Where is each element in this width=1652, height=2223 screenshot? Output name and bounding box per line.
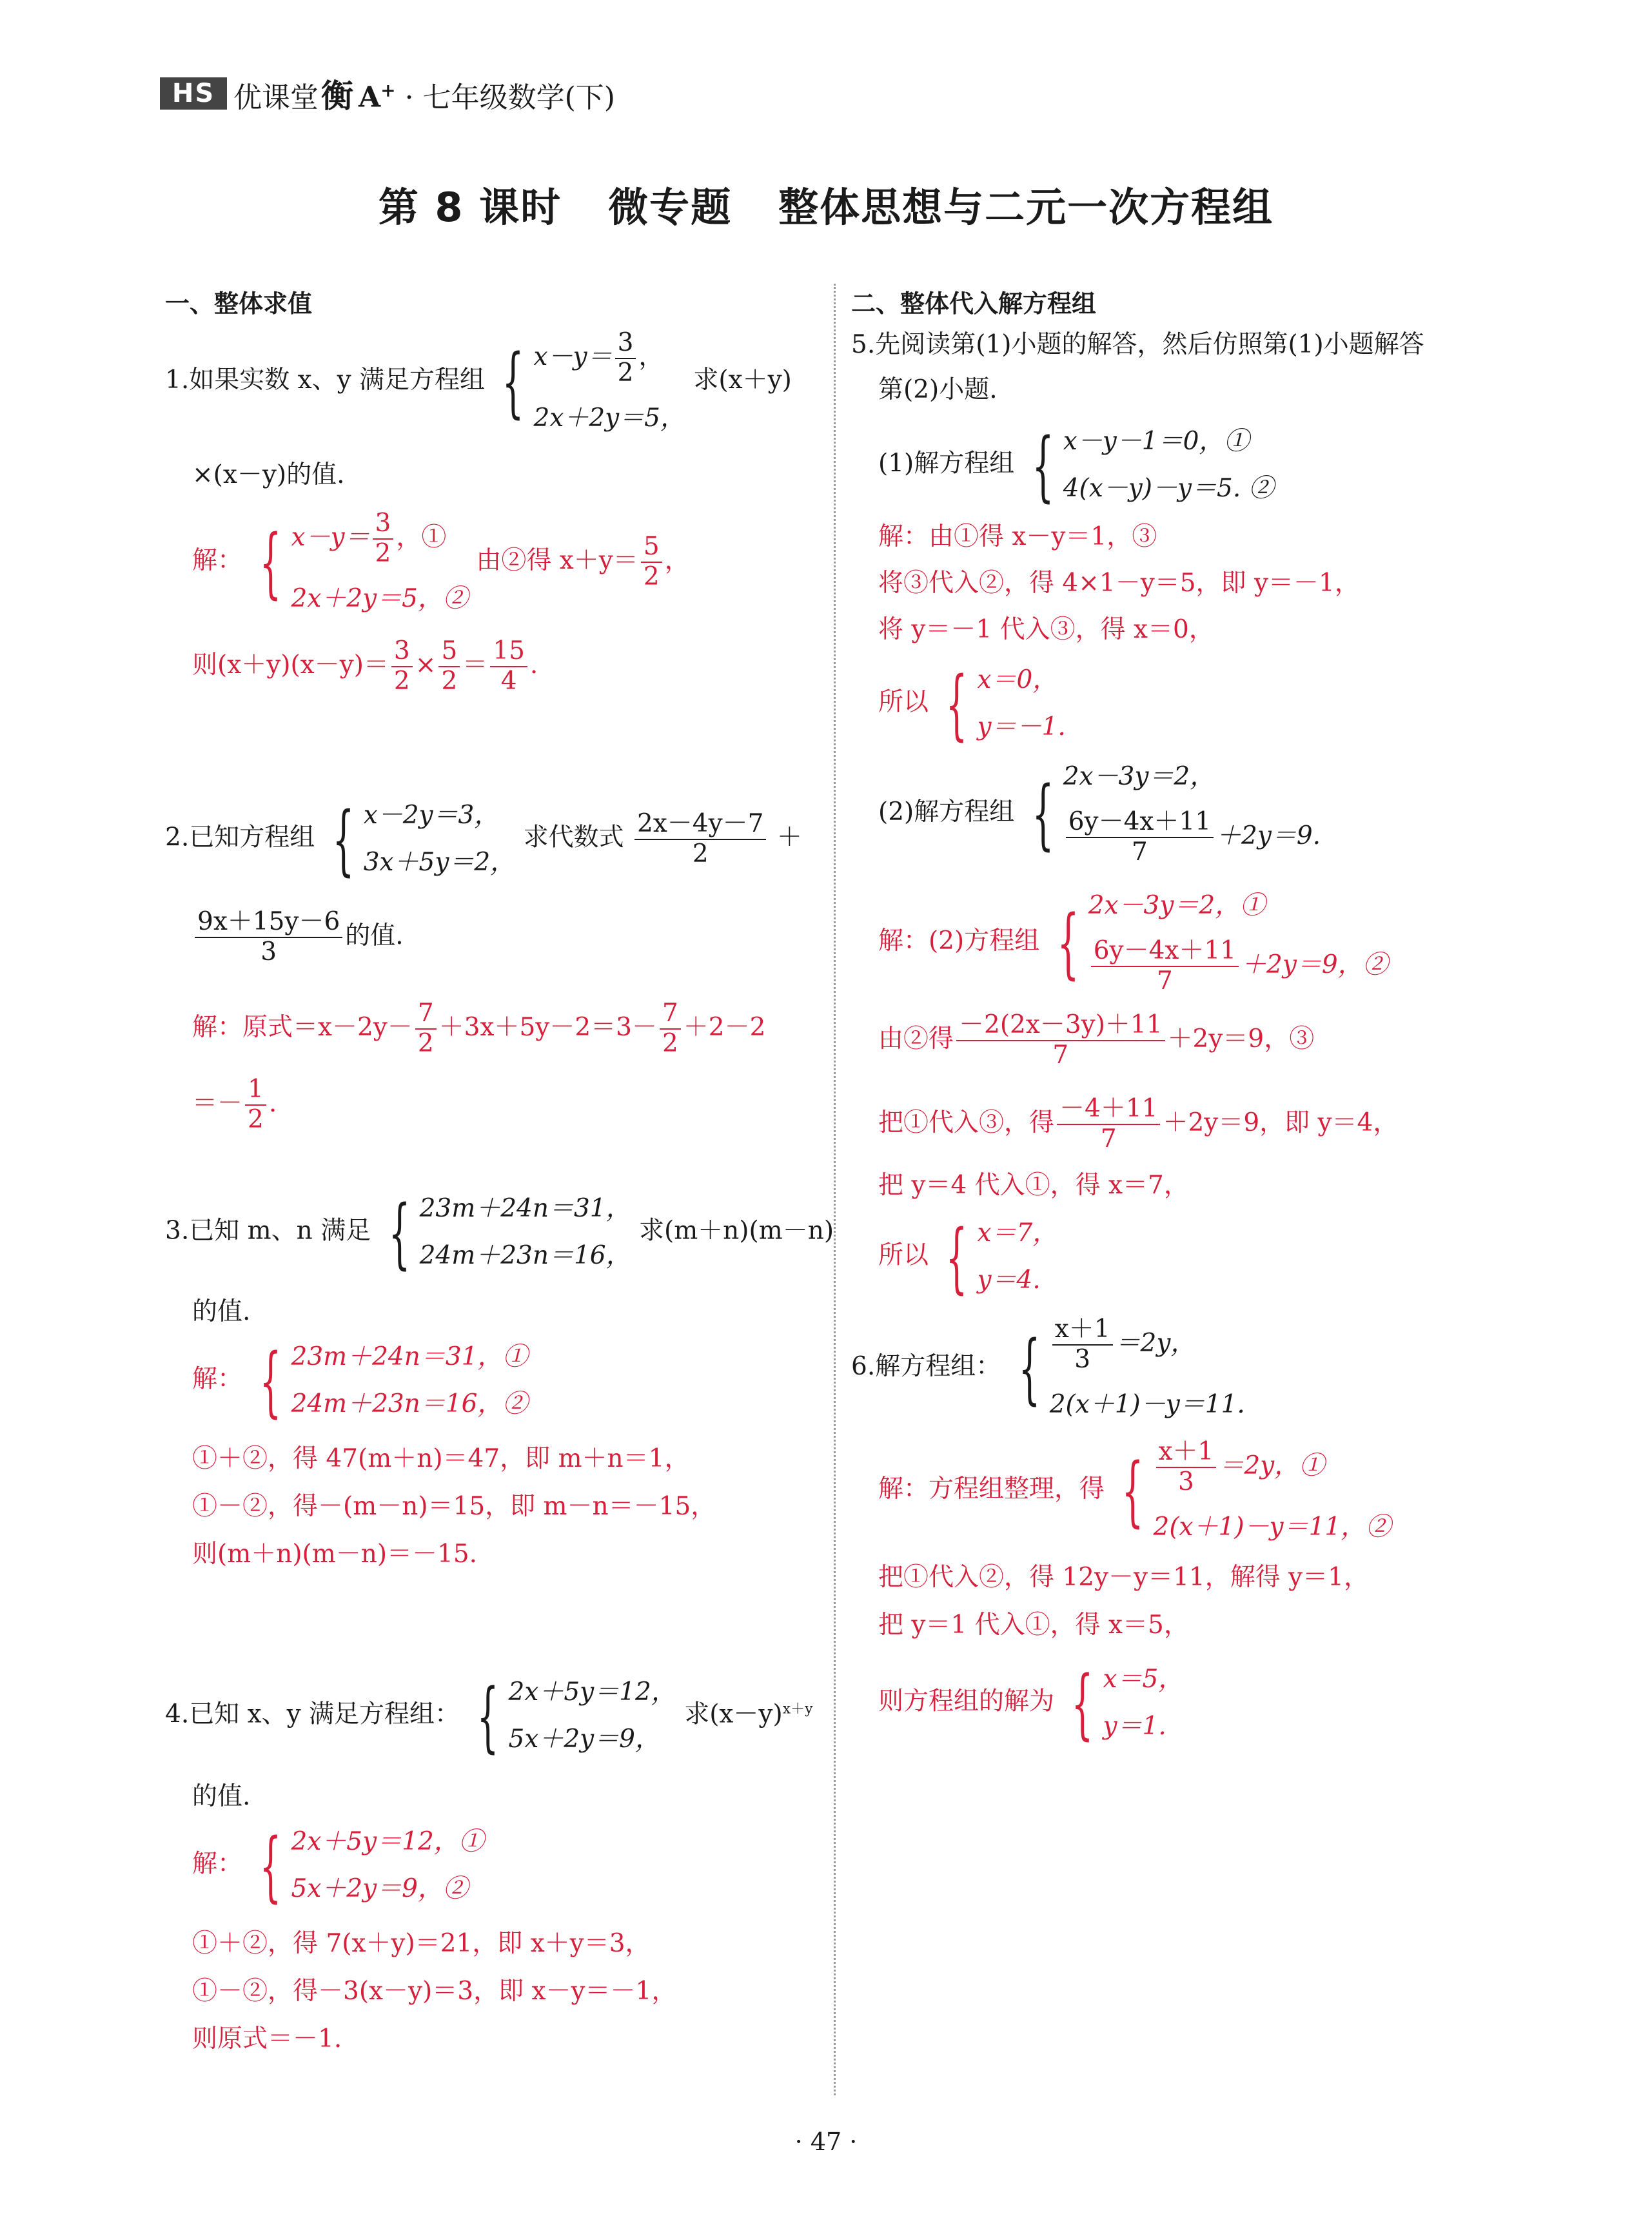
question-2-cont: $\frac{9x+15y-6}{3}$ 的值.: [192, 908, 404, 967]
page-title: 第 8 课时 微专题 整体思想与二元一次方程组: [378, 184, 1274, 231]
question-5-part1: (1)解方程组 { x－y－1＝0，① 4(x－y)－y＝5. ②: [878, 420, 1274, 510]
solution-5-step2: 将③代入②，得 4×1－y＝5，即 y＝－1，: [878, 569, 1360, 598]
solution-4-step2: ①－②，得－3(x－y)＝3，即 x－y＝－1，: [192, 1977, 677, 2006]
solution-6: 解：方程组整理，得 { $\frac{x+1}{3}$ ＝2y，① 2(x＋1)－y＝11，②: [878, 1437, 1391, 1542]
solution-1: 解： { x－y＝ $\frac{3}{2}$ ，① 2x＋2y＝5，② 由②得 x＋y＝ $\frac{5}{2}$ ，: [192, 509, 690, 613]
question-1: 1.如果实数 x、y 满足方程组 { x－y＝ $\frac{3}{2}$ ， 2x＋2y＝5， 求(x＋y): [165, 328, 792, 433]
column-divider: [834, 284, 836, 2095]
brand-grade: A+: [359, 80, 396, 114]
solution-4-result: 则原式＝－1.: [192, 2024, 342, 2053]
question-3: 3.已知 m、n 满足 { 23m＋24n＝31， 24m＋23n＝16， 求(m＋n)(m－n): [165, 1188, 834, 1277]
solution-4-step1: ①＋②，得 7(x＋y)＝21，即 x＋y＝3，: [192, 1929, 651, 1958]
solution-5-step1: 解：由①得 x－y＝1，③: [878, 522, 1157, 551]
question-4: 4.已知 x、y 满足方程组： { 2x＋5y＝12， 5x＋2y＝9， 求$(x-y)^{x+y}$: [165, 1671, 813, 1761]
solution-3-step2: ①－②，得－(m－n)＝15，即 m－n＝－15，: [192, 1492, 716, 1521]
page-header: [160, 71, 615, 116]
solution-5-step3: 将 y＝－1 代入③，得 x＝0，: [878, 615, 1214, 644]
solution-5-part2-result: 所以 { x＝7， y＝4.: [878, 1212, 1058, 1302]
section-heading-2: 二、整体代入解方程组: [851, 289, 1097, 318]
solution-2-result: ＝－ $\frac{1}{2}$ .: [192, 1075, 277, 1134]
solution-1-result: 则(x＋y)(x－y)＝ $\frac{3}{2}$ × $\frac{5}{2}$ ＝ $\frac{15}{4}$ .: [192, 636, 538, 696]
page-number: · 47 ·: [794, 2128, 858, 2156]
solution-4: 解： { 2x＋5y＝12，① 5x＋2y＝9，②: [192, 1821, 484, 1910]
question-1-cont: ×(x－y)的值.: [192, 460, 345, 489]
brand: [233, 70, 615, 117]
solution-3-step1: ①＋②，得 47(m＋n)＝47，即 m＋n＝1，: [192, 1444, 690, 1473]
question-5: 5.先阅读第(1)小题的解答，然后仿照第(1)小题解答: [851, 330, 1424, 359]
question-4-cont: 的值.: [192, 1782, 251, 1811]
solution-5-part2-step3: 把 y＝4 代入①，得 x＝7，: [878, 1171, 1189, 1200]
solution-3-result: 则(m＋n)(m－n)＝－15.: [192, 1540, 478, 1569]
solution-5-part2-step1: 由②得 $\frac{-2(2x-3y)+11}{7}$ ＋2y＝9，③: [878, 1010, 1315, 1070]
solution-5-part2-step2: 把①代入③，得 $\frac{-4+11}{7}$ ＋2y＝9，即 y＝4，: [878, 1094, 1399, 1153]
brand-mark: 衡: [321, 77, 353, 115]
question-5-cont: 第(2)小题.: [878, 375, 998, 404]
book-subtitle: · 七年级数学(下): [404, 81, 615, 114]
solution-6-step2: 把 y＝1 代入①，得 x＝5，: [878, 1611, 1189, 1640]
solution-6-result: 则方程组的解为 { x＝5， y＝1.: [878, 1658, 1184, 1748]
brand-name: 优课堂: [233, 81, 319, 114]
solution-2: 解：原式＝x－2y－ $\frac{7}{2}$ ＋3x＋5y－2＝3－ $\frac{7}{2}$ ＋2－2: [192, 999, 766, 1058]
question-5-part2: (2)解方程组 { 2x－3y＝2， $\frac{6y-4x+11}{7}$ ＋2y＝9.: [878, 762, 1321, 867]
solution-3: 解： { 23m＋24n＝31，① 24m＋23n＝16，②: [192, 1336, 528, 1425]
solution-5-result: 所以 { x＝0， y＝－1.: [878, 659, 1066, 749]
solution-6-step1: 把①代入②，得 12y－y＝11，解得 y＝1，: [878, 1563, 1369, 1592]
question-6: 6.解方程组： { $\frac{x+1}{3}$ ＝2y， 2(x＋1)－y＝11.: [851, 1315, 1245, 1419]
question-3-cont: 的值.: [192, 1297, 251, 1326]
solution-5-part2: 解：(2)方程组 { 2x－3y＝2，① $\frac{6y-4x+11}{7}$ ＋2y＝9，②: [878, 891, 1388, 995]
question-2: 2.已知方程组 { x－2y＝3， 3x＋5y＝2， 求代数式 $\frac{2x-4y-7}{2}$ ＋: [165, 794, 802, 884]
logo: HS: [160, 77, 227, 110]
section-heading-1: 一、整体求值: [165, 289, 313, 318]
